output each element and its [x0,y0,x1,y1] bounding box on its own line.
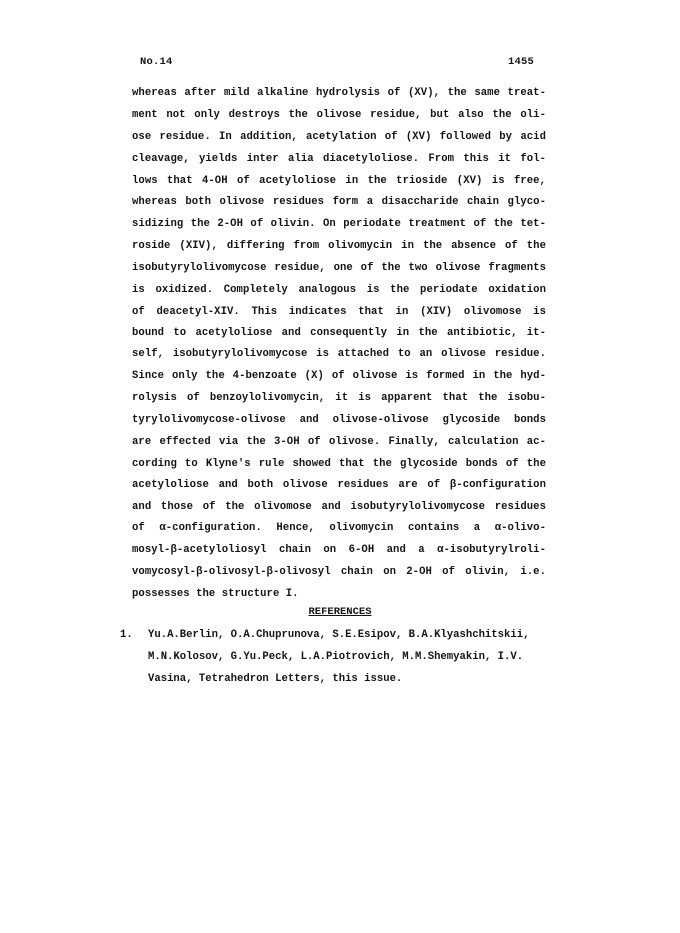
body-line: mosyl-β-acetyloliosyl chain on 6-OH and a α-isobutyrylroli- [132,544,546,556]
body-line: is oxidized. Completely analogous is the periodate oxidation [132,284,546,296]
body-line: sidizing the 2-OH of olivin. On periodate treatment of the tet- [132,218,546,230]
journal-issue: No.14 [140,56,173,68]
body-line: cording to Klyne's rule showed that the glycoside bonds of the [132,458,546,470]
body-line: vomycosyl-β-olivosyl-β-olivosyl chain on 2-OH of olivin, i.e. [132,566,546,578]
reference-line: Vasina, Tetrahedron Letters, this issue. [148,673,403,685]
body-line: ment not only destroys the olivose residue, but also the oli- [132,109,546,121]
references-heading: REFERENCES [308,606,372,618]
body-line: acetyloliose and both olivose residues are of β-configuration [132,479,546,491]
page-number: 1455 [508,56,535,68]
body-line: roside (XIV), differing from olivomycin in the absence of the [132,240,546,252]
reference-line: M.N.Kolosov, G.Yu.Peck, L.A.Piotrovich, M.M.Shemyakin, I.V. [148,651,524,663]
body-line: Since only the 4-benzoate (X) of olivose is formed in the hyd- [132,370,546,382]
body-line: of α-configuration. Hence, olivomycin contains a α-olivo- [132,522,546,534]
body-line: self, isobutyrylolivomycose is attached to an olivose residue. [132,348,546,360]
body-line: ose residue. In addition, acetylation of (XV) followed by acid [132,131,546,143]
body-line: of deacetyl-XIV. This indicates that in (XIV) olivomose is [132,306,546,318]
body-line: are effected via the 3-OH of olivose. Finally, calculation ac- [132,436,546,448]
body-line: rolysis of benzoylolivomycin, it is apparent that the isobu- [132,392,546,404]
body-line: cleavage, yields inter alia diacetyloliose. From this it fol- [132,153,546,165]
reference-number: 1. [120,629,133,641]
body-line: possesses the structure I. [132,588,299,600]
reference-line: Yu.A.Berlin, O.A.Chuprunova, S.E.Esipov, B.A.Klyashchitskii, [148,629,530,641]
body-line: whereas both olivose residues form a disaccharide chain glyco- [132,196,546,208]
body-line: and those of the olivomose and isobutyrylolivomycose residues [132,501,546,513]
body-line: whereas after mild alkaline hydrolysis of (XV), the same treat- [132,87,546,99]
body-line: tyrylolivomycose-olivose and olivose-olivose glycoside bonds [132,414,546,426]
body-line: lows that 4-OH of acetyloliose in the trioside (XV) is free, [132,175,546,187]
body-line: isobutyrylolivomycose residue, one of the two olivose fragments [132,262,546,274]
body-line: bound to acetyloliose and consequently in the antibiotic, it- [132,327,546,339]
